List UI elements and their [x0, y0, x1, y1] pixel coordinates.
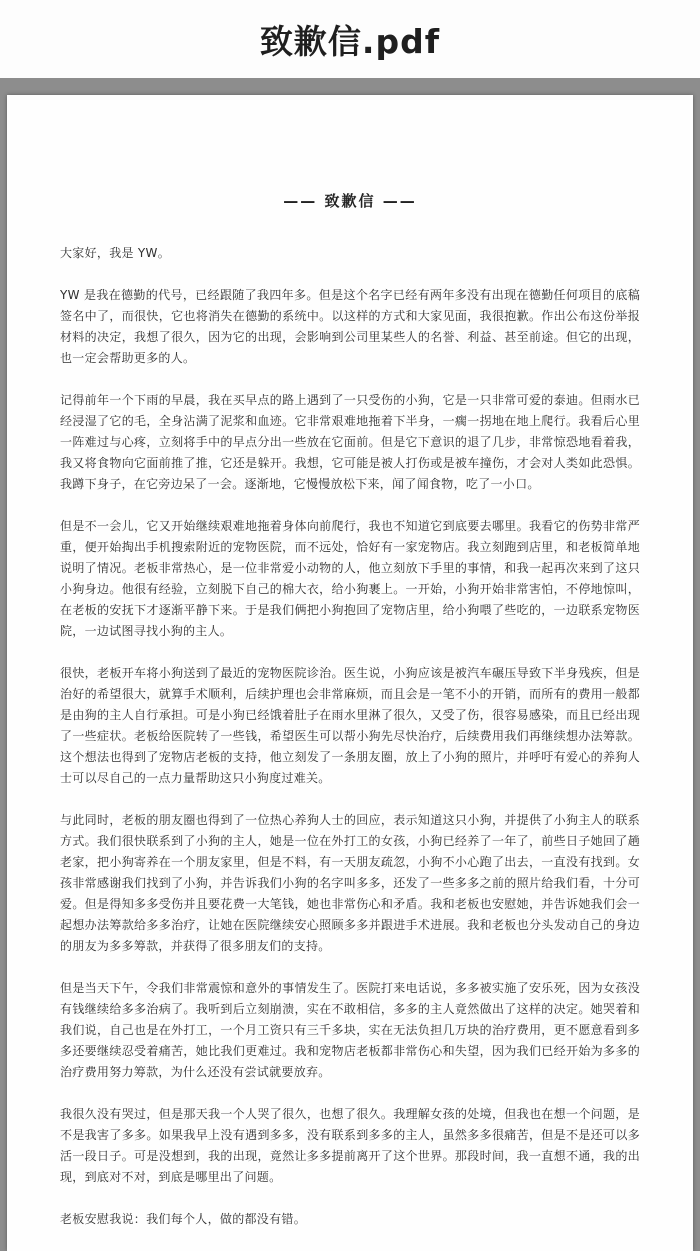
paragraph-comfort: 老板安慰我说：我们每个人，做的都没有错。 [60, 1212, 307, 1226]
paragraph-owner-found: 与此同时，老板的朋友圈也得到了一位热心养狗人士的回应，表示知道这只小狗，并提供了小狗主人的联系方式。我们很快联系到了小狗的主人，她是一位在外打工的女孩，小狗已经养了一年了，前些日子她回了趟老家，把小狗寄养在一个朋友家里，但是不料，有一天朋友疏忽，小狗不小心跑了出去，一直没有找到。女孩非常感谢我们找到了小狗，并告诉我们小狗的名字叫多多，还发了一些多多之前的照片给我们看，十分可爱。但是得知多多受伤并且要花费一大笔钱，她也非常伤心和矛盾。我和老板也安慰她，并告诉她我们会一起想办法筹款给多多治疗，让她在医院继续安心照顾多多并跟进手术进展。我和老板也分头发动自己的身边的朋友为多多筹款，并获得了很多朋友们的支持。 [60, 813, 640, 953]
paragraph-reflection: 我很久没有哭过，但是那天我一个人哭了很久，也想了很久。我理解女孩的处境，但我也在想一个问题，是不是我害了多多。如果我早上没有遇到多多，没有联系到多多的主人，虽然多多很痛苦，但是不是还可以多活一段日子。可是没想到，我的出现，竟然让多多提前离开了这个世界。那段时间，我一直想不通，我的出现，到底对不对，到底是哪里出了问题。 [60, 1107, 640, 1184]
paragraph-hospital: 很快，老板开车将小狗送到了最近的宠物医院诊治。医生说，小狗应该是被汽车碾压导致下半身残疾，但是治好的希望很大，就算手术顺利，后续护理也会非常麻烦，而且会是一笔不小的开销，而所有的费用一般都是由狗的主人自行承担。可是小狗已经饿着肚子在雨水里淋了很久，又受了伤，很容易感染，而且已经出现了一些症状。老板给医院转了一些钱，希望医生可以帮小狗先尽快治疗，后续费用我们再继续想办法筹款。这个想法也得到了宠物店老板的支持，他立刻发了一条朋友圈，放上了小狗的照片，并呼吁有爱心的养狗人士可以尽自己的一点力量帮助这只小狗度过难关。 [60, 666, 640, 785]
paragraph-greeting: 大家好，我是 YW。 [60, 246, 171, 260]
paragraph-intro: YW 是我在德勤的代号，已经跟随了我四年多。但是这个名字已经有两年多没有出现在德勤任何项目的底稿签名中了，而很快，它也将消失在德勤的系统中。以这样的方式和大家见面，我很抱歉。作出公布这份举报材料的决定，我想了很久，因为它的出现，会影响到公司里某些人的名誉、利益、甚至前途。但它的出现，也一定会帮助更多的人。 [60, 288, 640, 365]
pdf-page [7, 95, 693, 1251]
page-background [0, 78, 700, 1251]
file-title: 致歉信.pdf [259, 21, 441, 61]
paragraph-pet-shop: 但是不一会儿，它又开始继续艰难地拖着身体向前爬行，我也不知道它到底要去哪里。我看它的伤势非常严重，便开始掏出手机搜索附近的宠物医院，而不远处，恰好有一家宠物店。我立刻跑到店里，和老板简单地说明了情况。老板非常热心，是一位非常爱小动物的人，他立刻放下手里的事情，和我一起再次来到了这只小狗身边。他很有经验，立刻脱下自己的棉大衣，给小狗裹上。一开始，小狗开始非常害怕，不停地惊叫，在老板的安抚下才逐渐平静下来。于是我们俩把小狗抱回了宠物店里，给小狗喂了些吃的，一边联系宠物医院，一边试图寻找小狗的主人。 [60, 519, 640, 638]
paragraph-bad-news: 但是当天下午，令我们非常震惊和意外的事情发生了。医院打来电话说，多多被实施了安乐死，因为女孩没有钱继续给多多治病了。我听到后立刻崩溃，实在不敢相信，多多的主人竟然做出了这样的决定。她哭着和我们说，自己也是在外打工，一个月工资只有三千多块，实在无法负担几万块的治疗费用，更不愿意看到多多还要继续忍受着痛苦，她比我们更难过。我和宠物店老板都非常伤心和失望，因为我们已经开始为多多的治疗费用努力筹款，为什么还没有尝试就要放弃。 [60, 981, 640, 1079]
viewer-header [0, 0, 700, 78]
document-title: —— 致歉信 —— [283, 192, 417, 210]
paragraph-rainy-morning: 记得前年一个下雨的早晨，我在买早点的路上遇到了一只受伤的小狗，它是一只非常可爱的泰迪。但雨水已经浸湿了它的毛，全身沾满了泥浆和血迹。它非常艰难地拖着下半身，一瘸一拐地在地上爬行。我看后心里一阵难过与心疼，立刻将手中的早点分出一些放在它面前。但是它下意识的退了几步，非常惊恐地看着我，我又将食物向它面前推了推，它还是躲开。我想，它可能是被人打伤或是被车撞伤，才会对人类如此恐惧。我蹲下身子，在它旁边呆了一会。逐渐地，它慢慢放松下来，闻了闻食物，吃了一小口。 [60, 393, 640, 491]
